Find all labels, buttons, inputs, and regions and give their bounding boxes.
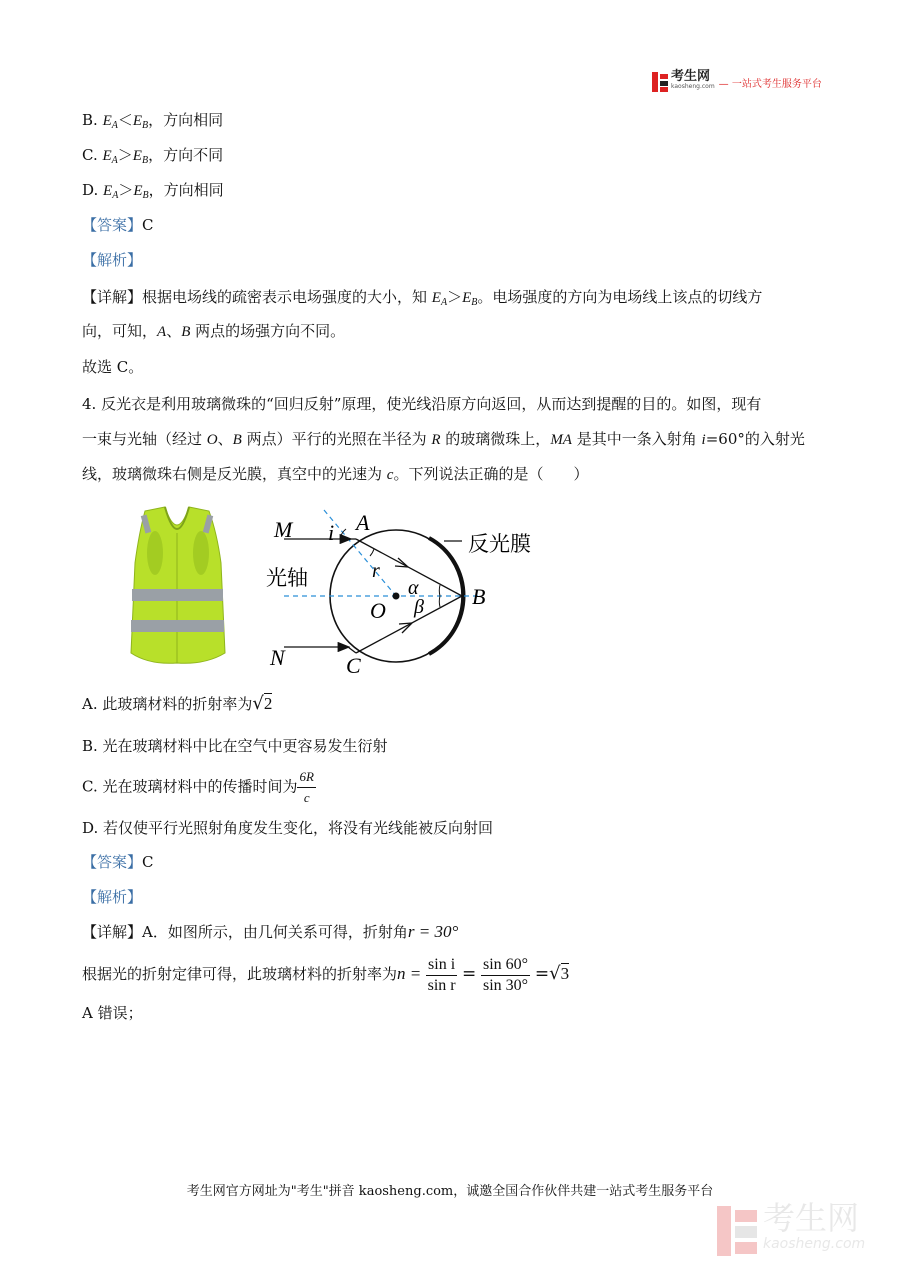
label-beta: β — [414, 596, 424, 618]
q4-a-wrong: A 错误； — [82, 1004, 143, 1022]
label-m: M — [274, 517, 293, 542]
watermark-logo — [717, 1199, 866, 1257]
q3-choose: 故选 C。 — [82, 358, 144, 376]
center-dot — [393, 593, 400, 600]
q4-detail-line1: 【详解】A．如图所示，由几何关系可得，折射角r = 30° — [82, 922, 459, 941]
header-logo — [652, 69, 822, 92]
label-a: A — [356, 510, 370, 535]
page-footer: 考生网官方网址为"考生"拼音 kaosheng.com，诚邀全国合作伙伴共建一站式考生服务平台 — [186, 1184, 714, 1199]
q3-option-b: B. $E_A<E_B$，方向相同 — [82, 111, 224, 131]
reflective-vest-image — [125, 503, 230, 668]
q4-answer: 【答案】C — [82, 853, 154, 871]
q4-analysis-label: 【解析】 — [82, 888, 143, 906]
q4-stem-line2: 一束与光轴（经过 O、B 两点）平行的光照在半径为 R 的玻璃微珠上，MA 是其中一条入射角 i=60°的入射光 — [82, 430, 805, 448]
label-b: B — [472, 584, 486, 609]
watermark-domain: kaosheng.com — [763, 1236, 866, 1252]
label-film: 反光膜 — [468, 532, 531, 556]
label-axis: 光轴 — [266, 566, 308, 590]
optics-diagram — [262, 505, 562, 680]
logo-slogan: — 一站式考生服务平台 — [718, 78, 822, 90]
q4-stem-line1: 4. 反光衣是利用玻璃微珠的“回归反射”原理，使光线沿原方向返回，从而达到提醒的目的。如图，现有 — [82, 395, 762, 413]
watermark-mark-icon — [717, 1206, 757, 1256]
q3-detail-line2: 向，可知，A、B 两点的场强方向不同。 — [82, 322, 346, 340]
ratio-sin-i-sin-r: $\frac{\text{sin i}}{\text{sin r}}$ — [427, 955, 456, 994]
q3-answer: 【答案】C — [82, 216, 154, 234]
q3-option-c: C. $E_A>E_B$，方向不同 — [82, 146, 224, 166]
logo-domain: kaosheng.com — [671, 83, 715, 90]
sqrt-symbol-3: √ — [549, 963, 561, 984]
q4-option-d: D. 若仅使平行光照射角度发生变化，将没有光线能被反向射回 — [82, 819, 494, 837]
watermark-text: 考生网 — [763, 1199, 860, 1237]
label-n: N — [270, 645, 285, 670]
logo-mark-icon — [652, 72, 668, 92]
q4-option-a: A. 此玻璃材料的折射率为√2 — [82, 693, 273, 714]
label-o: O — [370, 598, 386, 623]
q4-stem-line3: 线，玻璃微珠右侧是反光膜，真空中的光速为 c。下列说法正确的是（ ） — [82, 465, 589, 483]
q3-option-d: D. $E_A>E_B$，方向相同 — [82, 181, 224, 201]
ratio-sin60-sin30: $\frac{\sin 60^\circ}{\sin 30^\circ}$ — [482, 955, 529, 994]
sqrt-symbol: √ — [252, 693, 264, 714]
label-i: i — [328, 520, 335, 545]
q4-detail-line2: 根据光的折射定律可得，此玻璃材料的折射率为n = $\frac{\text{sin i}}{\text{sin r}}$ = $\frac{\sin 60^\circ}{\sin 30^\circ}$ =√3 — [82, 955, 570, 994]
q3-analysis-label: 【解析】 — [82, 251, 143, 269]
q4-option-b: B. 光在玻璃材料中比在空气中更容易发生衍射 — [82, 737, 388, 755]
q4-option-c: C. 光在玻璃材料中的传播时间为 $\frac{6R}{c}$ — [82, 767, 316, 808]
label-alpha: α — [408, 577, 419, 599]
time-fraction: $\frac{6R}{c}$ — [299, 769, 314, 805]
label-r: r — [372, 560, 380, 582]
label-c: C — [346, 653, 361, 678]
q3-detail-line1: 【详解】根据电场线的疏密表示电场强度的大小，知 $E_A>E_B$。电场强度的方向为电场线上该点的切线方 — [82, 288, 763, 308]
logo-name: 考生网 — [671, 69, 711, 84]
